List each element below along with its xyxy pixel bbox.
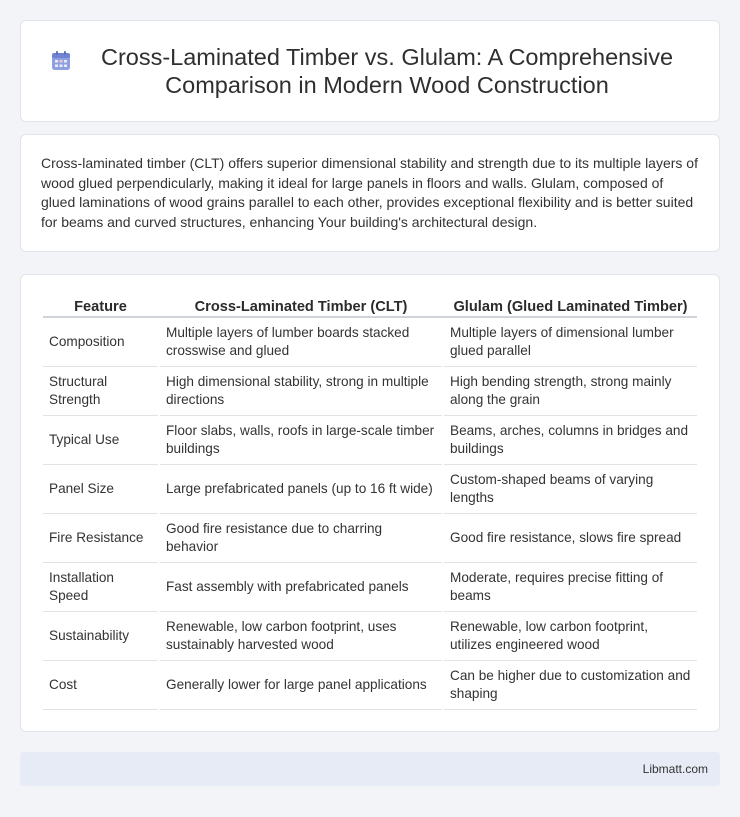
glulam-cell: High bending strength, strong mainly along the grain [443, 366, 697, 415]
column-header-clt: Cross-Laminated Timber (CLT) [159, 295, 443, 317]
table-row [43, 317, 697, 366]
table-header-row [43, 295, 697, 317]
table-row [43, 562, 697, 611]
table-row [43, 366, 697, 415]
clt-cell: Multiple layers of lumber boards stacked crosswise and glued [159, 317, 443, 366]
clt-cell: Generally lower for large panel applications [159, 660, 443, 709]
feature-cell: Panel Size [43, 464, 159, 513]
footer-brand-link[interactable]: Libmatt.com [642, 762, 708, 776]
intro-card [20, 134, 720, 252]
table-row [43, 513, 697, 562]
intro-paragraph: Cross-laminated timber (CLT) offers superior dimensional stability and strength due to its multiple layers of wood glued perpendicularly, making it ideal for large panels in floors and walls. Glulam, composed of glued laminations of wood grains parallel to each other, provides exceptional flexibility and is better suited for beams and curved structures, enhancing Your building's architectural design. [41, 155, 698, 230]
table-row [43, 464, 697, 513]
glulam-cell: Beams, arches, columns in bridges and buildings [443, 415, 697, 464]
table-row [43, 660, 697, 709]
feature-cell: Sustainability [43, 611, 159, 660]
calendar-grid-icon [49, 49, 73, 73]
feature-cell: Typical Use [43, 415, 159, 464]
clt-cell: Renewable, low carbon footprint, uses sustainably harvested wood [159, 611, 443, 660]
glulam-cell: Good fire resistance, slows fire spread [443, 513, 697, 562]
clt-cell: Large prefabricated panels (up to 16 ft wide) [159, 464, 443, 513]
footer-bar [20, 752, 720, 786]
clt-cell: Good fire resistance due to charring behavior [159, 513, 443, 562]
table-row [43, 611, 697, 660]
table-row [43, 415, 697, 464]
feature-cell: Composition [43, 317, 159, 366]
comparison-table-card [20, 274, 720, 732]
glulam-cell: Can be higher due to customization and shaping [443, 660, 697, 709]
title-card [20, 20, 720, 122]
feature-cell: Installation Speed [43, 562, 159, 611]
title-wrap [21, 43, 719, 99]
glulam-cell: Renewable, low carbon footprint, utilizes engineered wood [443, 611, 697, 660]
page-title: Cross-Laminated Timber vs. Glulam: A Comprehensive Comparison in Modern Wood Construction [100, 44, 674, 98]
feature-cell: Cost [43, 660, 159, 709]
feature-cell: Fire Resistance [43, 513, 159, 562]
glulam-cell: Custom-shaped beams of varying lengths [443, 464, 697, 513]
clt-cell: Floor slabs, walls, roofs in large-scale timber buildings [159, 415, 443, 464]
column-header-feature: Feature [43, 295, 159, 317]
column-header-glulam: Glulam (Glued Laminated Timber) [443, 295, 697, 317]
glulam-cell: Moderate, requires precise fitting of beams [443, 562, 697, 611]
feature-cell: Structural Strength [43, 366, 159, 415]
clt-cell: High dimensional stability, strong in multiple directions [159, 366, 443, 415]
clt-cell: Fast assembly with prefabricated panels [159, 562, 443, 611]
comparison-table [43, 295, 697, 710]
glulam-cell: Multiple layers of dimensional lumber glued parallel [443, 317, 697, 366]
